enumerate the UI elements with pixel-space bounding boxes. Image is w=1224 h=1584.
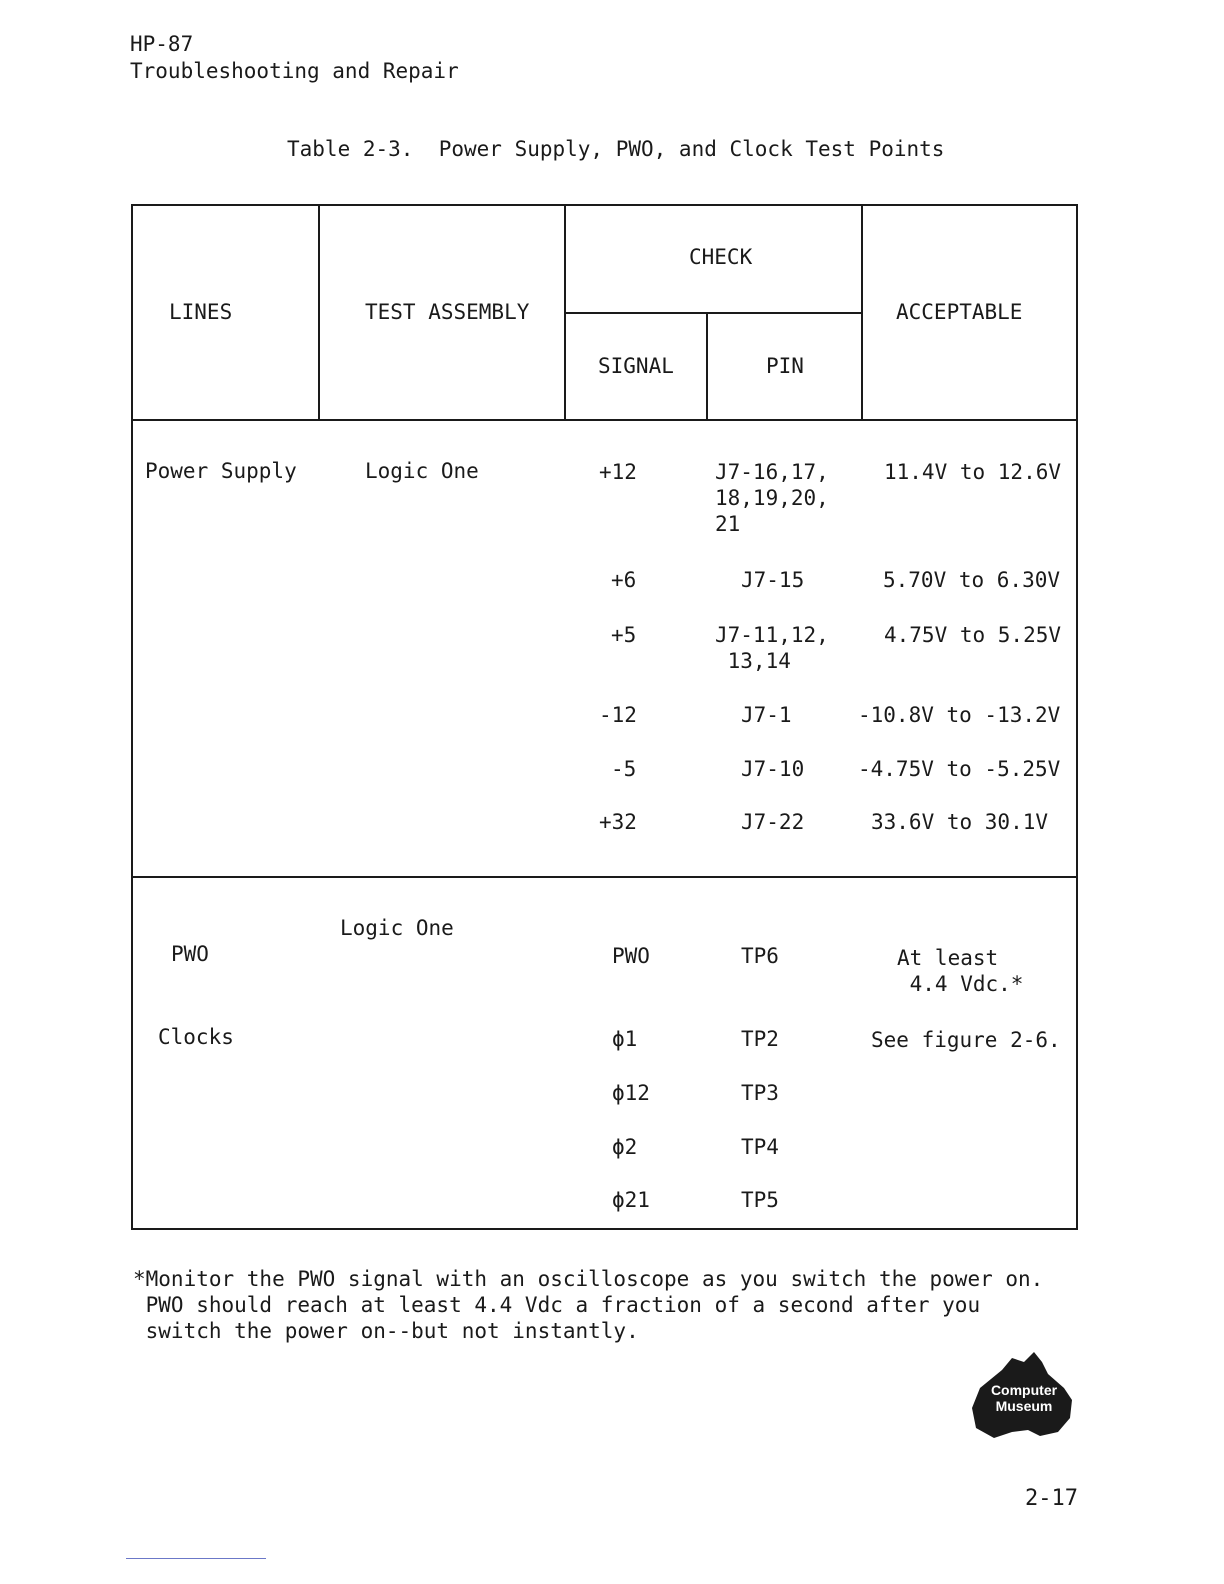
table-bottom-border [131,1228,1078,1230]
pin-cell: J7-1 [741,703,792,727]
power-supply-assembly: Logic One [365,459,479,483]
acceptable-cell: 33.6V to 30.1V [871,810,1049,834]
page-number: 2-17 [1025,1486,1078,1511]
signal-cell: +6 [611,568,637,592]
document-header-model: HP-87 [130,32,194,56]
table-right-border [1076,204,1078,1230]
table-top-border [131,204,1078,206]
column-header-pin: PIN [766,354,804,378]
acceptable-cell: -4.75V to -5.25V [858,757,1061,781]
power-supply-line: Power Supply [145,459,297,483]
acceptable-cell: 11.4V to 12.6V [884,460,1062,484]
logo-text-line1: Computer [990,1382,1058,1398]
bottom-rule [126,1558,266,1559]
acceptable-cell: At least 4.4 Vdc.* [897,946,1024,996]
acceptable-cell: 5.70V to 6.30V [883,568,1061,592]
pin-cell: J7-10 [741,757,805,781]
pin-cell: TP2 [741,1027,779,1051]
pin-cell: TP4 [741,1135,779,1159]
pin-cell: TP6 [741,944,779,968]
table-caption: Table 2-3. Power Supply, PWO, and Clock Test Points [287,137,945,161]
acceptable-cell: See figure 2-6. [871,1028,1061,1052]
table-left-border [131,204,133,1230]
table-footnote: *Monitor the PWO signal with an oscilloscope as you switch the power on. PWO should reach at least 4.4 Vdc a fraction of a second after you switch the power on--but not instantly. [133,1267,1044,1343]
signal-cell: -12 [599,703,637,727]
column-header-acceptable: ACCEPTABLE [896,300,1023,324]
column-header-check: CHECK [689,245,753,269]
signal-cell: ϕ12 [612,1081,650,1105]
pin-cell: J7-15 [741,568,805,592]
computer-museum-logo [968,1350,1080,1442]
pwo-assembly: Logic One [340,916,454,940]
header-divider-signal-pin [706,313,708,420]
signal-cell: ϕ1 [612,1027,638,1051]
signal-cell: +12 [599,460,637,484]
header-check-underline [564,312,863,314]
logo-text-line2: Museum [995,1398,1053,1414]
acceptable-cell: 4.75V to 5.25V [884,623,1062,647]
pin-cell: J7-16,17, 18,19,20, 21 [715,460,829,536]
pin-cell: TP5 [741,1188,779,1212]
signal-cell: -5 [611,757,637,781]
section-divider [131,876,1078,878]
pin-cell: J7-11,12, 13,14 [715,623,829,673]
acceptable-cell: -10.8V to -13.2V [858,703,1061,727]
pwo-line: PWO [171,942,209,966]
column-header-signal: SIGNAL [598,354,674,378]
column-header-lines: LINES [169,300,233,324]
clocks-line: Clocks [158,1025,234,1049]
header-bottom-rule [131,419,1078,421]
signal-cell: ϕ2 [612,1135,638,1159]
column-header-test-assembly: TEST ASSEMBLY [365,300,530,324]
document-header-section: Troubleshooting and Repair [130,59,459,83]
pin-cell: TP3 [741,1081,779,1105]
header-divider-lines [318,204,320,420]
signal-cell: ϕ21 [612,1188,650,1212]
signal-cell: PWO [612,944,650,968]
signal-cell: +5 [611,623,637,647]
signal-cell: +32 [599,810,637,834]
pin-cell: J7-22 [741,810,805,834]
